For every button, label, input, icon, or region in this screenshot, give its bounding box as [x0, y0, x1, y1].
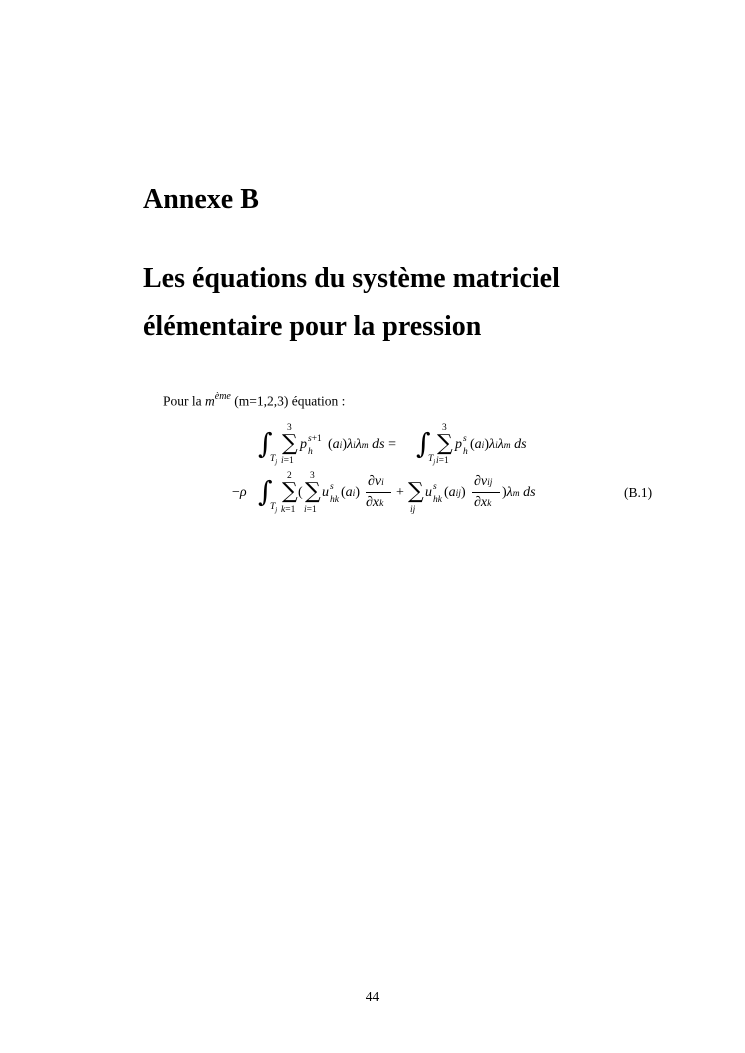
equation-b1: ∫ $T_j$ 3 ∑ i=1 p s+1 h (ai)λiλm ds = ∫ $T_j$ 3 ∑ i=1 p s h (ai)λiλm ds −ρ ∫ $T_j$ 2 ∑ k=1 3 ( ∑ i=1 u s hk (ai) ∂vi ∂xk + ∑ ij u s hk (aij) ∂vij ∂xk )λm ds [232, 423, 536, 515]
intro-text [163, 389, 345, 411]
intro-suffix: (m=1,2,3) équation : [234, 393, 346, 409]
chapter-title: Les équations du système matriciel élémentaire pour la pression [143, 263, 560, 342]
chapter-label: Annexe B [143, 184, 259, 215]
intro-prefix: Pour la [163, 393, 202, 409]
intro-m-symbol: m [205, 393, 215, 409]
page-number: 44 [365, 989, 380, 1004]
equation-number: (B.1) [624, 485, 653, 500]
intro-m-superscript: ème [214, 391, 231, 402]
